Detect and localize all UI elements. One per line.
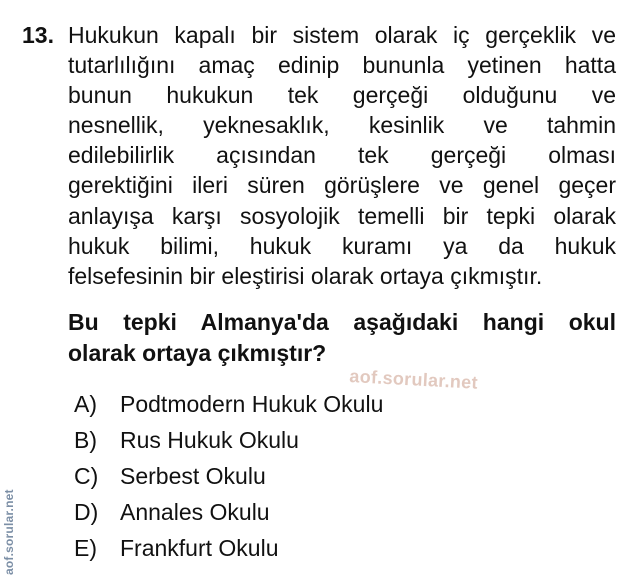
passage-line: hukuk bilimi, hukuk kuramı ya da hukuk (68, 232, 616, 259)
question-prompt (68, 307, 616, 369)
option-text: Annales Okulu (120, 499, 270, 525)
watermark-text: aof.sorular.net (348, 366, 479, 393)
prompt-line: olarak ortaya çıkmıştır? (68, 340, 327, 366)
option-text: Rus Hukuk Okulu (120, 427, 299, 453)
option-text: Serbest Okulu (120, 463, 266, 489)
option-e[interactable] (74, 530, 534, 566)
option-letter: B) (74, 427, 97, 453)
passage-line: edilebilirlik açısından tek gerçeği olması (68, 142, 616, 169)
option-d[interactable] (74, 494, 534, 530)
option-a[interactable] (74, 386, 534, 422)
question-number: 13. (22, 22, 54, 48)
passage-line: anlayışa karşı sosyolojik temelli bir tepki olarak (68, 202, 616, 229)
option-letter: A) (74, 391, 97, 417)
option-letter: D) (74, 499, 99, 525)
option-letter: C) (74, 463, 99, 489)
side-watermark-text: aof.sorular.net (2, 489, 16, 575)
option-c[interactable] (74, 458, 534, 494)
passage-line: felsefesinin bir eleştirisi olarak ortaya çıkmıştır. (68, 262, 543, 289)
option-letter: E) (74, 535, 97, 561)
prompt-line: Bu tepki Almanya'da aşağıdaki hangi okul (68, 309, 616, 335)
passage-line: bunun hukukun tek gerçeği olduğunu ve (68, 82, 616, 109)
option-text: Frankfurt Okulu (120, 535, 279, 561)
passage-line: gerektiğini ileri süren görüşlere ve genel geçer (68, 172, 616, 199)
answer-options (74, 386, 534, 566)
option-b[interactable] (74, 422, 534, 458)
passage-line: nesnellik, yeknesaklık, kesinlik ve tahmin (68, 112, 616, 139)
passage-line: Hukukun kapalı bir sistem olarak iç gerçeklik ve (68, 22, 616, 48)
question-passage (68, 20, 616, 291)
passage-line: tutarlılığını amaç edinip bununla yetinen hatta (68, 52, 616, 79)
option-text: Podtmodern Hukuk Okulu (120, 391, 384, 417)
